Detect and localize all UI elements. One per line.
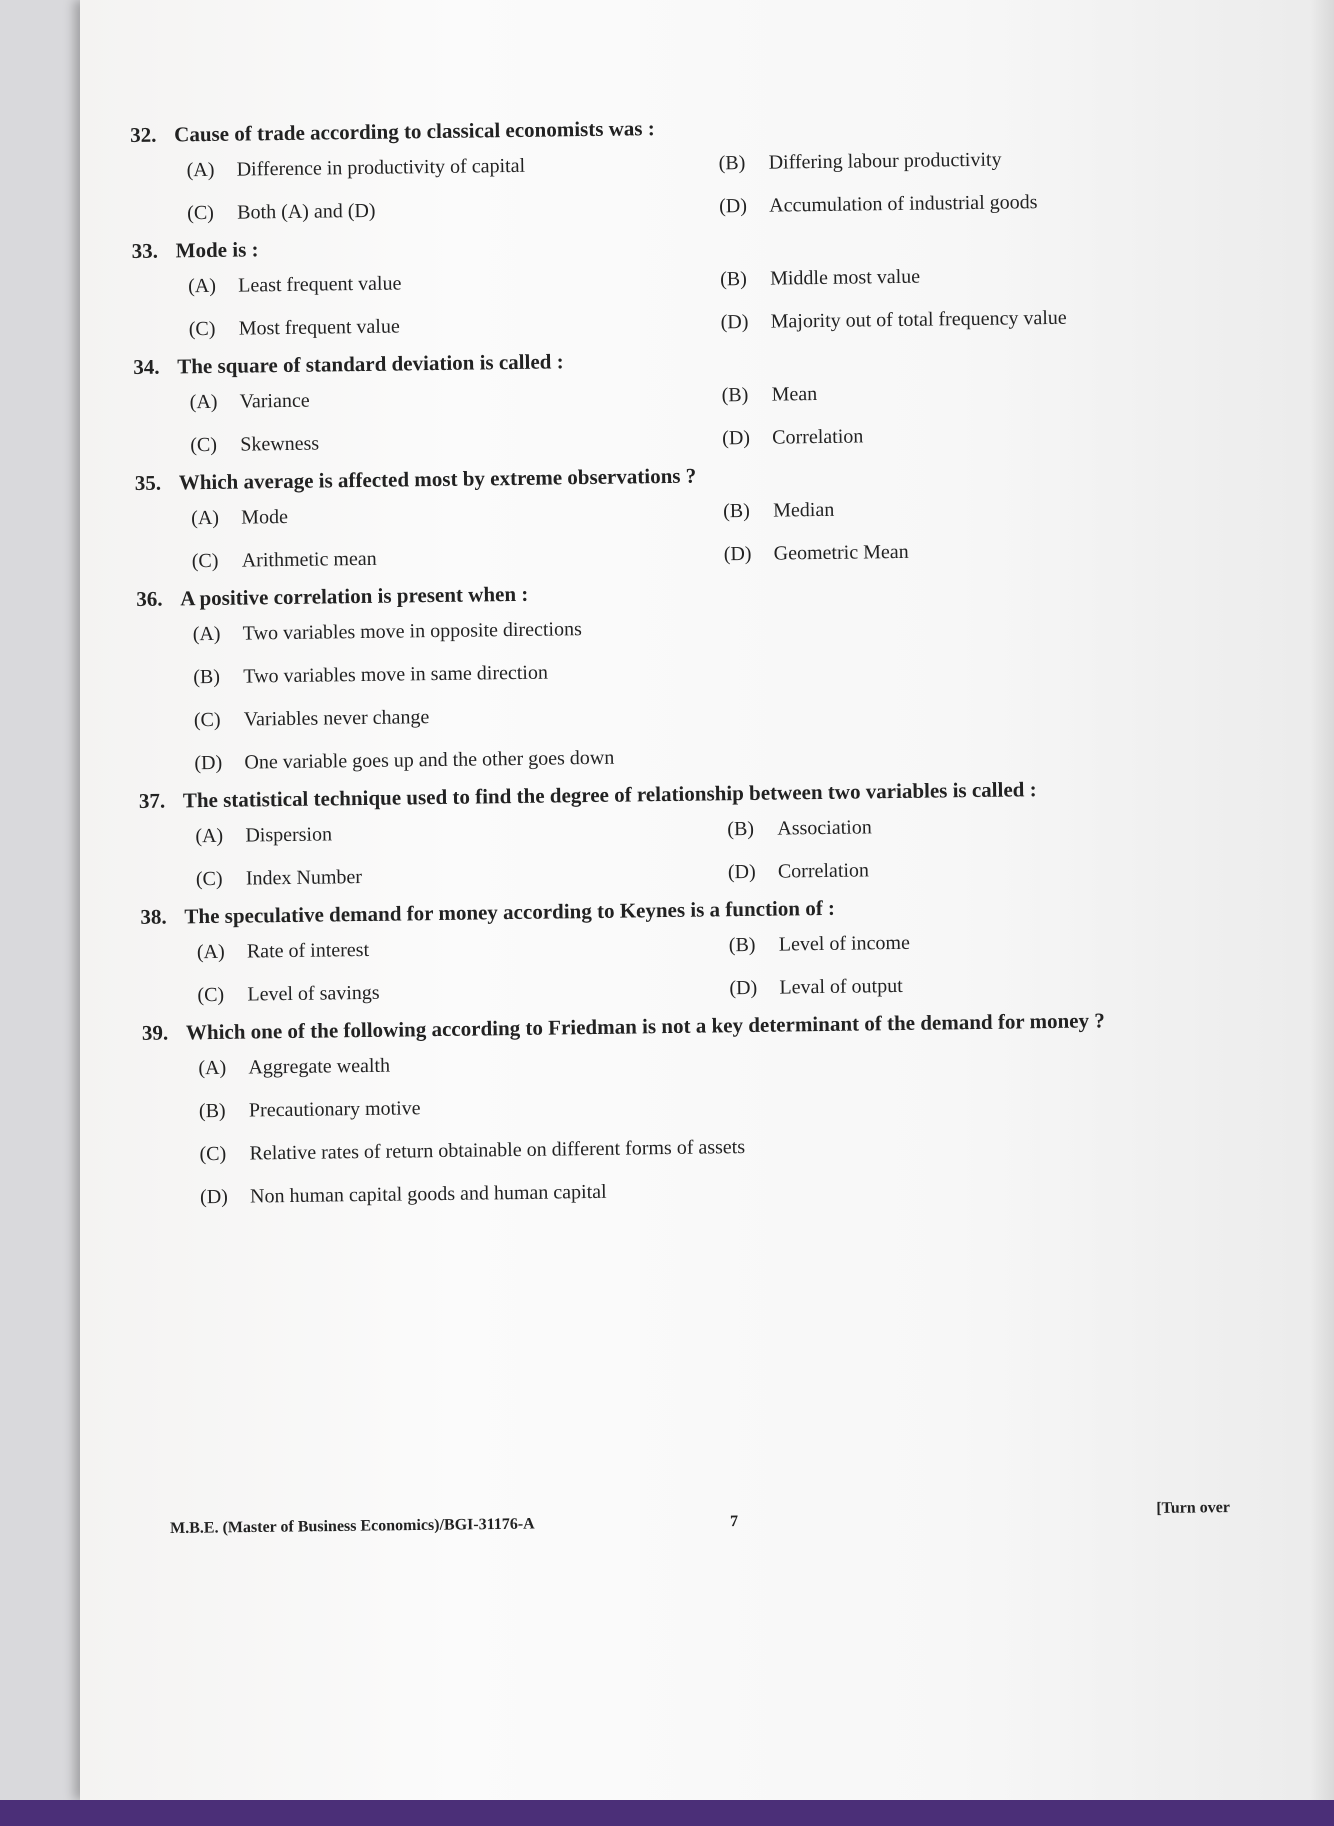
option-label: (A) xyxy=(192,622,221,646)
question-number: 38. xyxy=(140,904,167,929)
question-number: 39. xyxy=(141,1020,169,1045)
option-text: Arithmetic mean xyxy=(241,547,377,572)
question-38 xyxy=(140,887,1251,1018)
option-label: (B) xyxy=(727,817,755,841)
option-text: One variable goes up and the other goes down xyxy=(244,746,615,774)
option-label: (D) xyxy=(194,751,223,775)
option-list xyxy=(192,599,1248,785)
option-label: (A) xyxy=(198,1056,227,1080)
option-a xyxy=(188,258,721,308)
page-number: 7 xyxy=(729,1513,739,1531)
question-32 xyxy=(130,105,1241,236)
option-label: (A) xyxy=(186,158,215,182)
option-a xyxy=(191,490,724,540)
question-text: Which average is affected most by extreme observations ? xyxy=(178,463,697,495)
question-37 xyxy=(139,771,1250,902)
option-d xyxy=(728,844,1251,894)
question-text: A positive correlation is present when : xyxy=(180,581,529,611)
option-label: (B) xyxy=(719,267,747,291)
option-text: Accumulation of industrial goods xyxy=(769,191,1038,217)
option-label: (B) xyxy=(193,665,221,689)
option-label: (B) xyxy=(718,151,746,175)
question-number: 32. xyxy=(130,122,157,147)
option-b xyxy=(723,483,1246,533)
option-text: Least frequent value xyxy=(238,272,402,297)
option-label: (B) xyxy=(723,499,750,523)
page-edge-shadow xyxy=(1310,0,1334,1800)
option-d xyxy=(722,410,1245,460)
question-list xyxy=(130,105,1254,1219)
option-a xyxy=(189,374,722,424)
option-label: (D) xyxy=(720,310,749,334)
option-label: (C) xyxy=(190,433,218,457)
option-c xyxy=(190,417,723,467)
option-c xyxy=(192,533,725,583)
option-list xyxy=(195,801,1250,901)
option-text: Correlation xyxy=(777,859,870,883)
question-34 xyxy=(133,337,1244,468)
option-text: Relative rates of return obtainable on different forms of assets xyxy=(249,1136,746,1165)
option-d xyxy=(729,960,1252,1010)
option-label: (B) xyxy=(198,1099,226,1123)
option-text: Middle most value xyxy=(769,265,921,290)
option-label: (D) xyxy=(722,426,751,450)
option-text: Most frequent value xyxy=(238,315,400,340)
option-a xyxy=(186,142,719,192)
option-c xyxy=(197,967,730,1017)
turn-over-note: [Turn over xyxy=(1156,1499,1231,1517)
option-label: (D) xyxy=(727,860,756,884)
option-b xyxy=(721,367,1244,417)
option-d xyxy=(720,294,1243,344)
option-text: Skewness xyxy=(240,432,320,456)
option-text: Index Number xyxy=(245,866,363,890)
option-text: Level of income xyxy=(778,931,911,956)
question-39 xyxy=(142,1003,1255,1220)
question-text: The speculative demand for money according to Keynes is a function of : xyxy=(184,895,836,929)
option-label: (C) xyxy=(187,201,215,225)
option-b xyxy=(718,135,1241,185)
option-label: (D) xyxy=(199,1185,229,1209)
option-list xyxy=(186,135,1241,235)
option-a xyxy=(197,924,730,974)
question-number: 37. xyxy=(138,788,166,813)
question-number: 35. xyxy=(134,470,162,495)
question-33 xyxy=(132,221,1243,352)
option-label: (B) xyxy=(721,383,749,407)
option-list xyxy=(189,367,1244,467)
option-label: (A) xyxy=(195,824,224,848)
option-text: Differing labour productivity xyxy=(768,148,1002,174)
option-text: Level of savings xyxy=(247,981,380,1006)
question-text: Mode is : xyxy=(175,237,259,263)
option-text: Mode xyxy=(241,505,289,529)
option-label: (C) xyxy=(195,867,223,891)
option-c xyxy=(196,851,729,901)
option-c xyxy=(188,301,721,351)
question-text: Which one of the following according to Friedman is not a key determinant of the demand for money ? xyxy=(185,1008,1105,1045)
option-label: (C) xyxy=(199,1142,227,1166)
option-text: Difference in productivity of capital xyxy=(236,154,526,181)
option-text: Variables never change xyxy=(243,706,430,731)
option-text: Aggregate wealth xyxy=(248,1054,391,1079)
option-text: Precautionary motive xyxy=(248,1097,421,1122)
option-label: (A) xyxy=(189,390,218,414)
option-text: Majority out of total frequency value xyxy=(770,306,1067,333)
option-c xyxy=(187,185,720,235)
option-text: Correlation xyxy=(772,425,864,449)
option-list xyxy=(197,917,1252,1017)
option-label: (A) xyxy=(196,940,225,964)
option-text: Two variables move in opposite directions xyxy=(242,618,582,645)
option-text: Non human capital goods and human capital xyxy=(249,1180,607,1208)
option-label: (D) xyxy=(723,542,752,566)
question-number: 36. xyxy=(136,586,163,611)
question-text: The statistical technique used to find the degree of relationship between two variables is called : xyxy=(182,777,1037,813)
option-text: Association xyxy=(777,816,872,840)
option-text: Variance xyxy=(239,389,310,413)
option-text: Rate of interest xyxy=(246,938,370,963)
option-label: (C) xyxy=(191,549,219,573)
question-text: Cause of trade according to classical economists was : xyxy=(174,116,655,147)
scanner-bottom-strip xyxy=(0,1800,1334,1826)
option-b xyxy=(720,251,1243,301)
option-label: (D) xyxy=(729,976,758,1000)
option-b xyxy=(727,801,1250,851)
option-label: (A) xyxy=(188,274,217,298)
paper-code: M.B.E. (Master of Business Economics)/BGI-31176-A xyxy=(170,1515,535,1537)
option-label: (A) xyxy=(191,506,220,530)
option-label: (C) xyxy=(197,983,225,1007)
option-text: Both (A) and (D) xyxy=(237,199,376,224)
option-label: (C) xyxy=(188,317,216,341)
option-label: (B) xyxy=(728,933,756,957)
question-36 xyxy=(136,569,1249,786)
option-text: Geometric Mean xyxy=(773,540,909,565)
option-label: (D) xyxy=(719,194,748,218)
option-label: (C) xyxy=(193,708,221,732)
question-number: 34. xyxy=(133,354,160,379)
option-text: Leval of output xyxy=(779,974,903,999)
option-b xyxy=(729,917,1252,967)
option-a xyxy=(195,808,728,858)
option-list xyxy=(188,251,1243,351)
option-text: Mean xyxy=(771,383,818,406)
option-d xyxy=(723,526,1246,576)
question-35 xyxy=(135,453,1246,584)
option-text: Dispersion xyxy=(245,823,333,847)
option-list xyxy=(198,1033,1254,1219)
question-text: The square of standard deviation is called : xyxy=(177,349,564,379)
option-text: Median xyxy=(773,498,835,522)
option-text: Two variables move in same direction xyxy=(243,661,549,688)
option-list xyxy=(191,483,1246,583)
option-d xyxy=(719,178,1242,228)
question-number: 33. xyxy=(131,238,159,263)
